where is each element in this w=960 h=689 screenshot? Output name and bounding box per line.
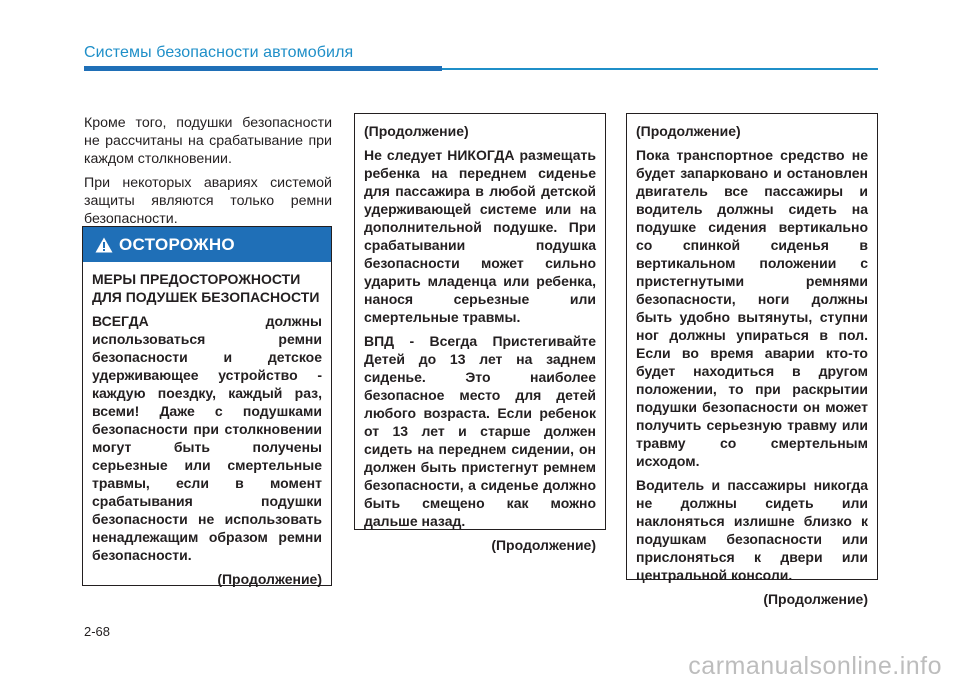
warning-triangle-icon <box>95 237 113 253</box>
continued-body-middle <box>355 114 605 554</box>
intro-text <box>84 114 332 234</box>
intro-paragraph: При некоторых авариях системой защиты являются только ремни безопасности. <box>84 175 332 227</box>
continued-label-bottom: (Продолжение) <box>763 591 868 607</box>
continued-box-middle <box>354 113 606 553</box>
paragraph: Водитель и пассажиры никогда не должны сидеть или наклоняться излишне близко к подушкам безопасности или прислоняться к двери или центральной консоли. <box>636 477 868 583</box>
section-title: Системы безопасности автомобиля <box>84 44 354 61</box>
continued-label-bottom: (Продолжение) <box>491 537 596 553</box>
paragraph: Не следует НИКОГДА размещать ребенка на переднем сиденье для пассажира в любой детской удерживающей системе или на дополнительной подушке. При срабатывании подушка безопасности может сильно ударить младенца или ребенка, нанося серьезные или смертельные травмы. <box>364 147 596 325</box>
continued-body-right <box>627 114 877 608</box>
warning-body <box>83 262 331 588</box>
paragraph: Пока транспортное средство не будет запарковано и остановлен двигатель все пассажиры и водитель должны сидеть на подушке сидения вертикально со спинкой сиденья в вертикальном положении с пристегнутыми ремнями безопасности, ноги должны быть удобно вытянуты, ступни ног должны упираться в пол. Если во время аварии кто-то будет находиться в другом положении, то при раскрытии подушки безопасности он может получить серьезную травму или травму со смертельным исходом. <box>636 147 868 469</box>
intro-paragraph: Кроме того, подушки безопасности не рассчитаны на срабатывание при каждом столкновении. <box>84 115 332 167</box>
warning-header <box>83 227 331 262</box>
paragraph: ВПД - Всегда Пристегивайте Детей до 13 лет на заднем сиденье. Это наиболее безопасное место для детей любого возраста. Если ребенок от 13 лет и старше должен сидеть на переднем сидении, он должен быть пристегнут ремнем безопасности, а сиденье должно быть смещено как можно дальше назад. <box>364 333 596 529</box>
warning-text: ВСЕГДА должны использоваться ремни безопасности и детское удерживающее устройство - каждую поездку, каждый раз, всеми! Даже с подушками безопасности при столкновении могут быть получены серьезные или смертельные травмы, если в момент срабатывания подушки безопасности не использовать ненадлежащим образом ремни безопасности. <box>92 313 322 563</box>
warning-box <box>82 226 332 586</box>
header-rule-thick <box>84 66 442 71</box>
watermark: carmanualsonline.info <box>688 652 942 680</box>
warning-heading: ОСТОРОЖНО <box>119 234 235 254</box>
continued-label-top: (Продолжение) <box>636 123 741 139</box>
warning-continued: (Продолжение) <box>217 571 322 587</box>
header-rule-thin <box>442 68 878 70</box>
warning-subtitle: МЕРЫ ПРЕДОСТОРОЖНОСТИ ДЛЯ ПОДУШЕК БЕЗОПАСНОСТИ <box>92 271 320 305</box>
continued-label-top: (Продолжение) <box>364 123 469 139</box>
page-number: 2-68 <box>84 624 111 639</box>
continued-box-right <box>626 113 878 607</box>
